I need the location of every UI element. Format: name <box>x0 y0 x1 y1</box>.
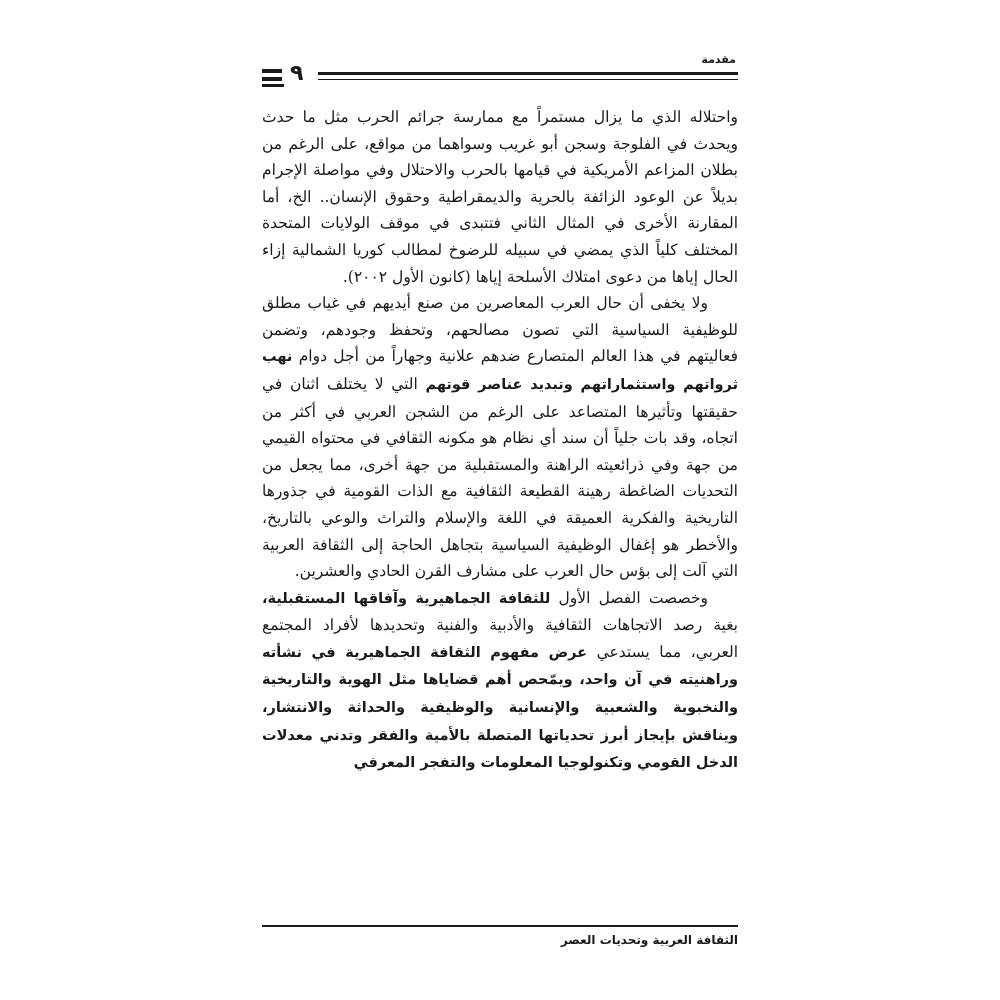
paragraph-3-text-b: بغية رصد الاتجاهات الثقافية والأدبية والفنية وتحديدها لأفراد المجتمع العربي، مما يستدعي <box>262 616 739 661</box>
header-rule <box>318 72 738 75</box>
paragraph-3-bold-3: ويمّحص أهم قضاياها مثل الهوية والتاريخية والنخبوية والشعبية والإنسانية والوظيفية والحداثة والانتشار، ويناقش بإيجاز أبرز تحدياتها المتصلة بالأمية والفقر وتدني معدلات الدخل القومي وتكنولوجيا المعلومات والتفجر المعرفي <box>262 672 738 772</box>
paragraph-2-text-a: ولا يخفى أن حال العرب المعاصرين من صنع أيديهم في غياب مطلق للوظيفية السياسية التي تصون مصالحهم، وتحفظ وجودهم، وتضمن فعاليتهم في هذا العالم المتصارع ضدهم علانية وجهاراً من أجل دوام <box>262 294 738 366</box>
book-title: الثقافة العربية وتحديات العصر <box>560 933 738 947</box>
paragraph-2 <box>262 290 738 585</box>
paragraph-1: واحتلاله الذي ما يزال مستمراً مع ممارسة جرائم الحرب مثل ما حدث ويحدث في الفلوجة وسجن أبو غريب وسواهما من مواقع، على الرغم من بطلان المزاعم الأمريكية في قيامها بالحرب والاحتلال وفي مواصلة الإجرام بديلاً عن الوعود الزائفة بالحرية والديمقراطية وحقوق الإنسان.. الخ، أما المقارنة الأخرى في المثال الثاني فتتبدى في موقف الولايات المتحدة المختلف كلياً الذي يمضي في سبيله للرضوخ لمطالب كوريا الشمالية إزاء الحال إياها من دعوى امتلاك الأسلحة إياها (كانون الأول ٢٠٠٢). <box>262 108 738 286</box>
page-number-bar <box>262 69 282 73</box>
section-label: مقدمة <box>701 53 736 66</box>
paragraph-2-text-b: التي لا يختلف اثنان في حقيقتها وتأثيرها المتصاعد على الرغم من الشجن العربي في أكثر من اتجاه، وقد بات جلياً أن سند أي نظام هو مكونه الثقافي في محتواه القيمي من جهة وفي ذرائعيته الراهنة والمستقبلية من جهة أخرى، مما يجعل من التحديات الضاغطة رهينة القطيعة الثقافية مع الذات القومية في جذورها التاريخية والفكرية العميقة في اللغة والإسلام والتراث والوعي بالتاريخ، والأخطر هو إغفال الوظيفية السياسية بتجاهل الحاجة إلى الثقافة العربية التي آلت إلى بؤس حال العرب على مشارف القرن الحادي والعشرين. <box>262 374 738 581</box>
header-rule-thin <box>318 79 738 80</box>
page-number: ٩ <box>290 61 304 86</box>
paragraph-3 <box>262 585 738 777</box>
body-text <box>262 104 738 777</box>
paragraph-3-text-a: وخصصت الفصل الأول <box>558 588 708 607</box>
page-number-bar <box>262 84 284 87</box>
paragraph-3-bold-1: للثقافة الجماهيرية وآفاقها المستقبلية، <box>262 590 551 607</box>
footer-rule <box>262 925 738 927</box>
page-number-bar <box>262 77 282 81</box>
paragraph-3-bold-2: عرض مفهوم الثقافة الجماهيرية في نشأته وراهنيته في آن واحد، <box>262 644 738 689</box>
paragraph-2-bold: نهب ثرواتهم واستثماراتهم وتبديد عناصر قوتهم <box>262 349 739 393</box>
